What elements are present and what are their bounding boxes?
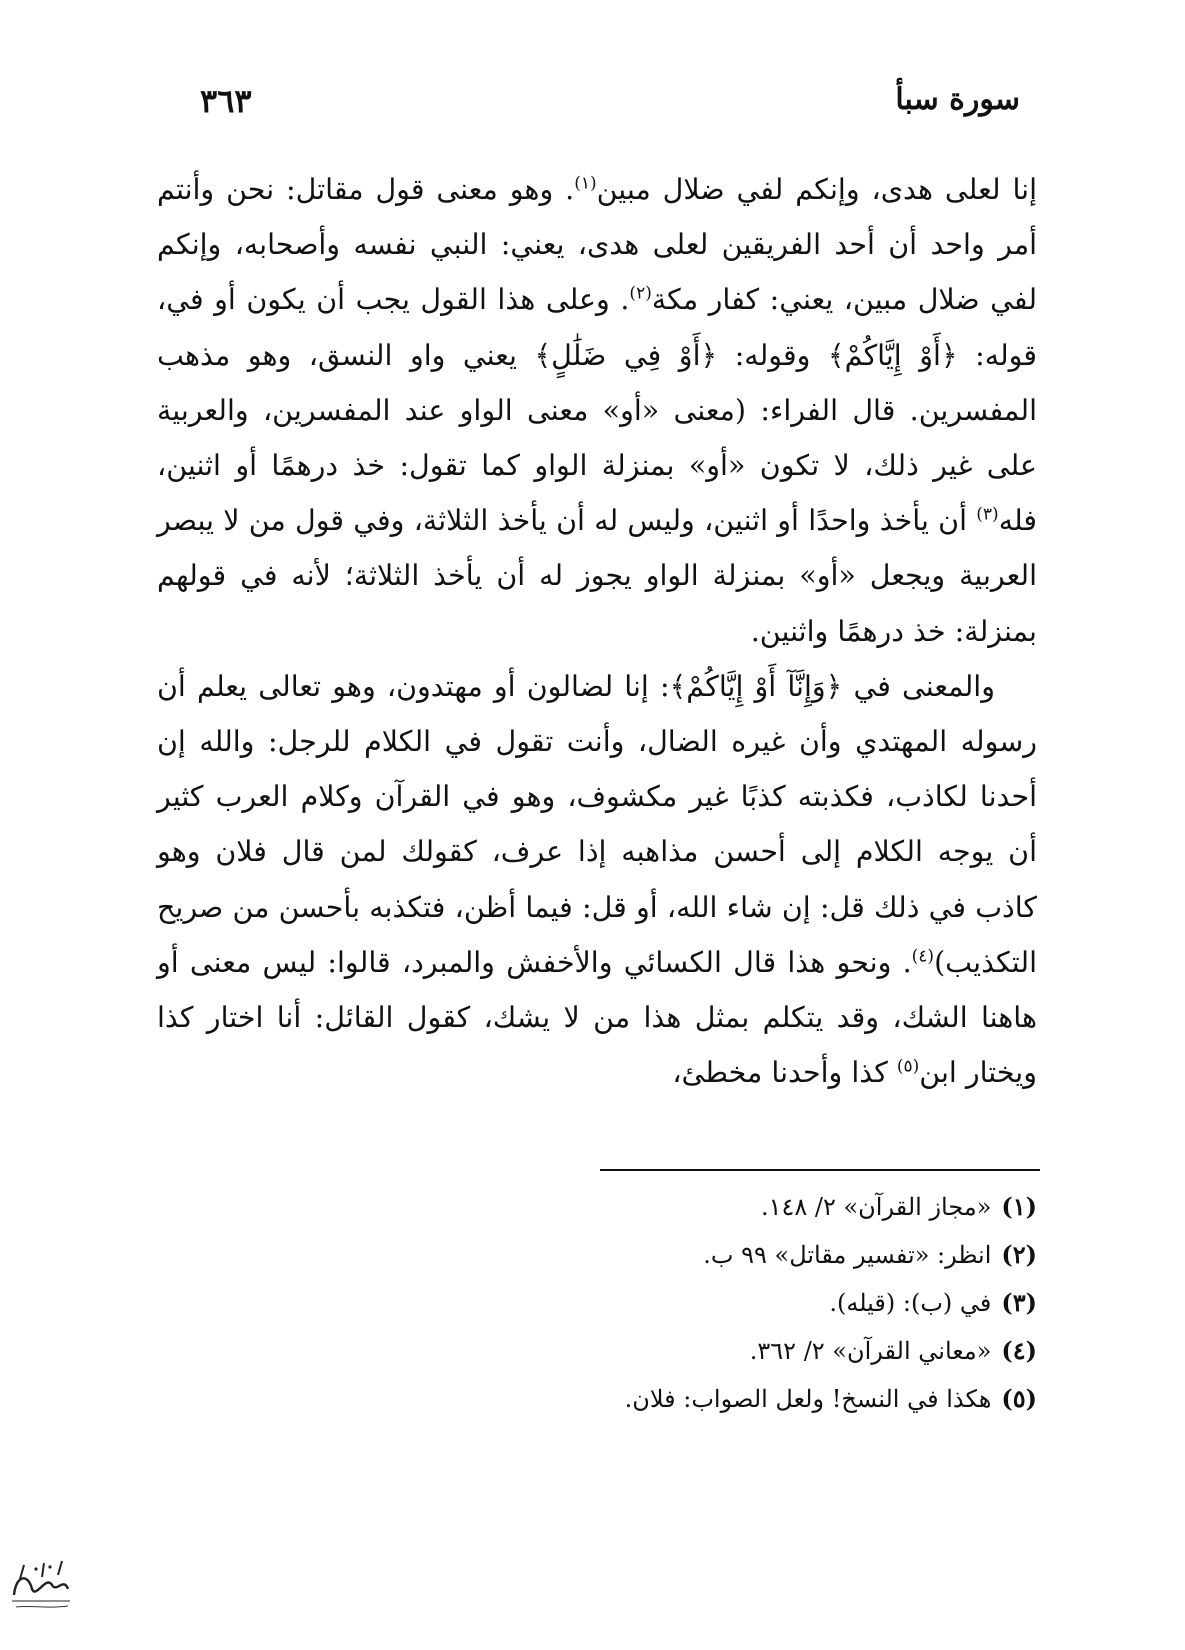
footnote-mark: (٢) — [1001, 1240, 1037, 1269]
text-segment: . ونحو هذا قال الكسائي والأخفش — [506, 945, 912, 979]
footnote-item — [157, 1231, 1037, 1279]
main-text — [157, 162, 1037, 1100]
paragraph — [157, 659, 1037, 1101]
footnote-text: انظر: «تفسير مقاتل» ٩٩ ب. — [703, 1241, 992, 1269]
page-number: ٣٦٣ — [200, 82, 252, 120]
text-segment: يأخذ الثلاثة؛ لأنه في قولهم بمنزلة: خذ درهمًا واثنين. — [157, 559, 1037, 648]
text-segment: إنا لعلى هدى، وإنكم لفي ضلال مبين — [596, 173, 1037, 206]
text-segment: بأحسن من صريح التكذيب) — [157, 890, 1037, 979]
text-segment: يعلم أن رسوله المهتدي وأن غيره الضال، وأنت تقول في الكلام للرجل: — [157, 669, 1037, 759]
text-segment: وأنتم أمر واحد أن أحد الفريقين لعلى هدى، يعني: النبي نفسه وأصحابه، — [157, 173, 1038, 262]
footnote-ref: (١) — [574, 173, 597, 194]
footnote-ref: (٤) — [911, 946, 935, 967]
text-segment: . وعلى هذا القول يجب أن — [316, 283, 630, 317]
footnote-item — [157, 1375, 1037, 1423]
footnote-ref: (٢) — [629, 283, 652, 304]
text-segment: والله إن أحدنا لكاذب، فكذبته كذبًا غير مكشوف، وهو في القرآن وكلام — [157, 725, 1038, 814]
footnote-ref: (٥) — [896, 1056, 920, 1077]
text-segment: النسق، وهو مذهب المفسرين. قال الفراء: (معنى «أو» معنى الواو عند — [157, 338, 1038, 427]
text-segment: الثلاثة، وفي قول من لا يبصر العربية ويجعل «أو» بمنزلة الواو يجوز له أن — [157, 504, 1038, 593]
footnote-mark: (٣) — [1001, 1288, 1037, 1317]
text-segment: . وهو معنى قول مقاتل: نحن — [226, 173, 575, 206]
publisher-logo — [6, 1555, 76, 1615]
footnote-text: في (ب): (قيله). — [829, 1289, 992, 1317]
text-segment: والمبرد، قالوا: ليس معنى أو هاهنا الشك، وقد يتكلم بمثل هذا من لا — [157, 945, 1038, 1035]
text-segment: فلان وهو كاذب في ذلك قل: إن شاء الله، أو قل: فيما أظن، فتكذبه — [157, 835, 1037, 924]
footnote-ref: (٣) — [976, 504, 999, 525]
text-segment: وإنكم لفي ضلال مبين، يعني: كفار مكة — [157, 228, 1038, 317]
footnotes — [157, 1183, 1037, 1423]
text-segment: خذ درهمًا أو اثنين، فله — [157, 449, 1038, 538]
footnote-mark: (٥) — [1001, 1384, 1037, 1413]
text-segment: المفسرين، والعربية على غير ذلك، لا تكون «أو» بمنزلة الواو كما تقول: — [157, 393, 1037, 483]
footnote-item — [157, 1327, 1037, 1375]
text-segment: العرب كثير أن يوجه الكلام إلى أحسن مذاهبه إذا عرف، كقولك لمن قال — [157, 780, 1037, 869]
footnote-text: هكذا في النسخ! ولعل الصواب: فلان. — [624, 1385, 992, 1413]
text-segment: أن يأخذ واحدًا أو اثنين، وليس له أن يأخذ — [497, 504, 977, 538]
footnote-item — [157, 1279, 1037, 1327]
text-segment: يشك، كقول القائل: أنا اختار كذا ويختار ابن — [157, 1001, 1037, 1090]
footnote-mark: (١) — [1001, 1192, 1037, 1221]
footnote-mark: (٤) — [1001, 1336, 1037, 1365]
footnote-text: «مجاز القرآن» ٢/ ١٤٨. — [760, 1193, 992, 1221]
text-segment: كذا وأحدنا مخطئ، — [672, 1056, 897, 1090]
text-segment: والمعنى في ﴿وَإِنَّآ أَوْ إِيَّاكُمْ﴾: إنا لضالون أو مهتدون، وهو تعالى — [258, 669, 995, 703]
page-header — [200, 82, 1020, 132]
surah-title: سورة سبأ — [895, 82, 1020, 117]
text-segment: يكون أو في، قوله: ﴿أَوْ إِيَّاكُمْ﴾ وقوله: ﴿أَوْ فِي ضَلَٰلٍ﴾ يعني واو — [157, 283, 1038, 372]
paragraph — [157, 162, 1037, 659]
footnote-item — [157, 1183, 1037, 1231]
footnote-text: «معاني القرآن» ٢/ ٣٦٢. — [749, 1337, 992, 1365]
footnote-separator — [600, 1169, 1040, 1171]
